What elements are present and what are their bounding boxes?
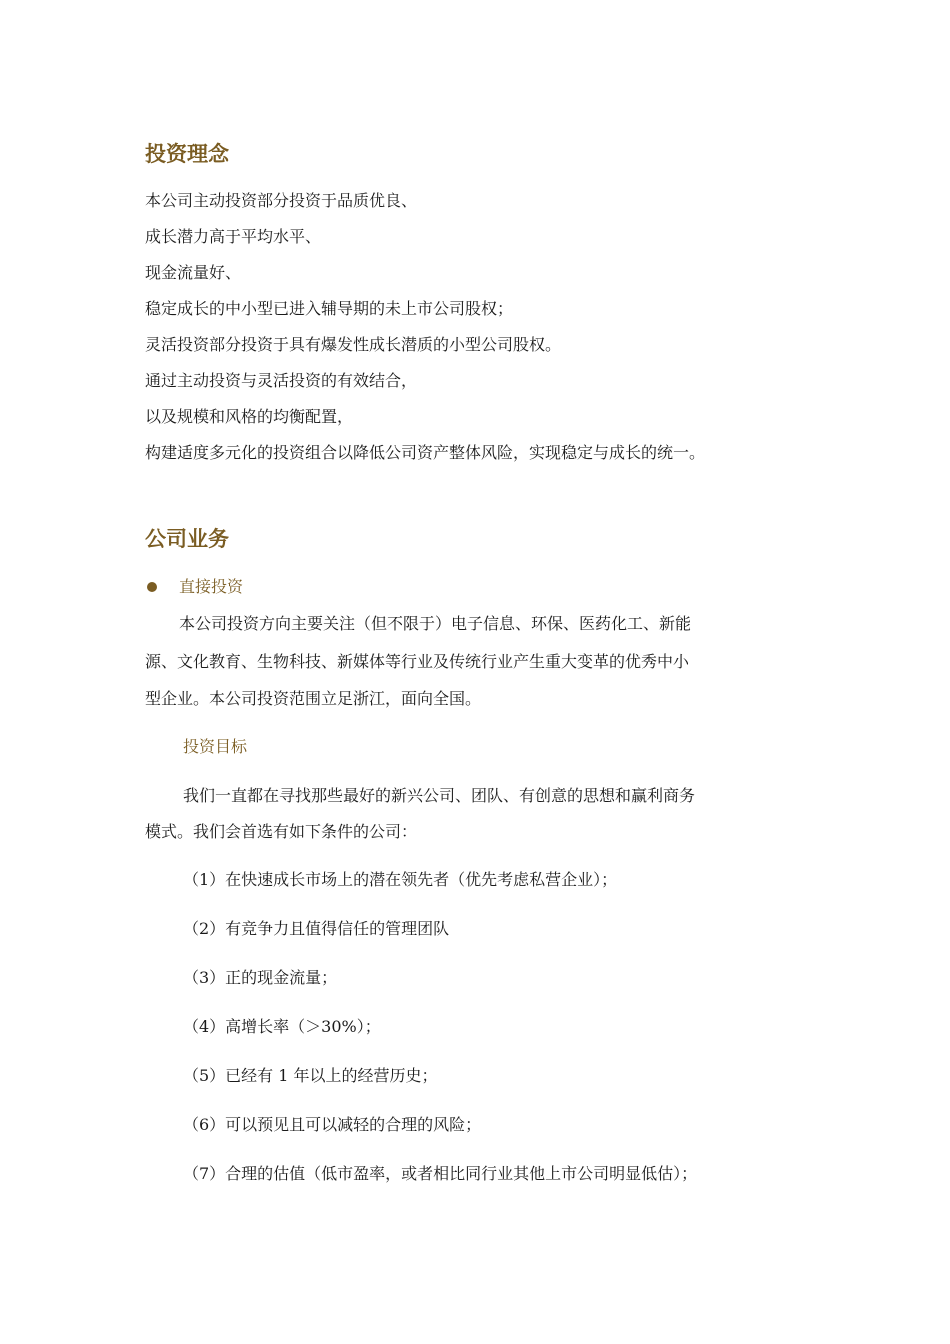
philosophy-line-4: 稳定成长的中小型已进入辅导期的未上市公司股权； xyxy=(145,299,514,318)
condition-item-5: （5）已经有 1 年以上的经营历史； xyxy=(183,1066,438,1085)
intro-line-1: 本公司投资方向主要关注（但不限于）电子信息、环保、医药化工、新能 xyxy=(179,614,692,633)
philosophy-line-6: 通过主动投资与灵活投资的有效结合， xyxy=(145,371,418,390)
section-title-company-business: 公司业务 xyxy=(145,526,229,551)
condition-item-6: （6）可以预见且可以减轻的合理的风险； xyxy=(183,1115,482,1134)
condition-item-3: （3）正的现金流量； xyxy=(183,968,338,987)
condition-item-4: （4）高增长率（＞30%）； xyxy=(183,1017,381,1036)
target-line-2: 模式。我们会首选有如下条件的公司： xyxy=(145,822,418,841)
bullet-dot-icon xyxy=(147,582,157,592)
intro-line-2: 源、文化教育、生物科技、新媒体等行业及传统行业产生重大变革的优秀中小 xyxy=(145,652,690,671)
section-title-investment-philosophy: 投资理念 xyxy=(145,141,229,166)
bullet-label: 直接投资 xyxy=(179,577,244,596)
condition-item-1: （1）在快速成长市场上的潜在领先者（优先考虑私营企业）； xyxy=(183,870,618,889)
philosophy-line-7: 以及规模和风格的均衡配置， xyxy=(145,407,354,426)
target-line-1: 我们一直都在寻找那些最好的新兴公司、团队、有创意的思想和赢利商务 xyxy=(183,786,696,805)
condition-item-2: （2）有竞争力且值得信任的管理团队 xyxy=(183,919,450,938)
intro-line-3: 型企业。本公司投资范围立足浙江，面向全国。 xyxy=(145,689,482,708)
philosophy-line-8: 构建适度多元化的投资组合以降低公司资产整体风险，实现稳定与成长的统一。 xyxy=(145,443,706,462)
condition-item-7: （7）合理的估值（低市盈率，或者相比同行业其他上市公司明显低估）； xyxy=(183,1164,698,1183)
philosophy-line-3: 现金流量好、 xyxy=(145,263,242,282)
subhead-investment-target: 投资目标 xyxy=(183,737,248,756)
philosophy-line-5: 灵活投资部分投资于具有爆发性成长潜质的小型公司股权。 xyxy=(145,335,562,354)
philosophy-line-1: 本公司主动投资部分投资于品质优良、 xyxy=(145,191,418,210)
philosophy-line-2: 成长潜力高于平均水平、 xyxy=(145,227,322,246)
